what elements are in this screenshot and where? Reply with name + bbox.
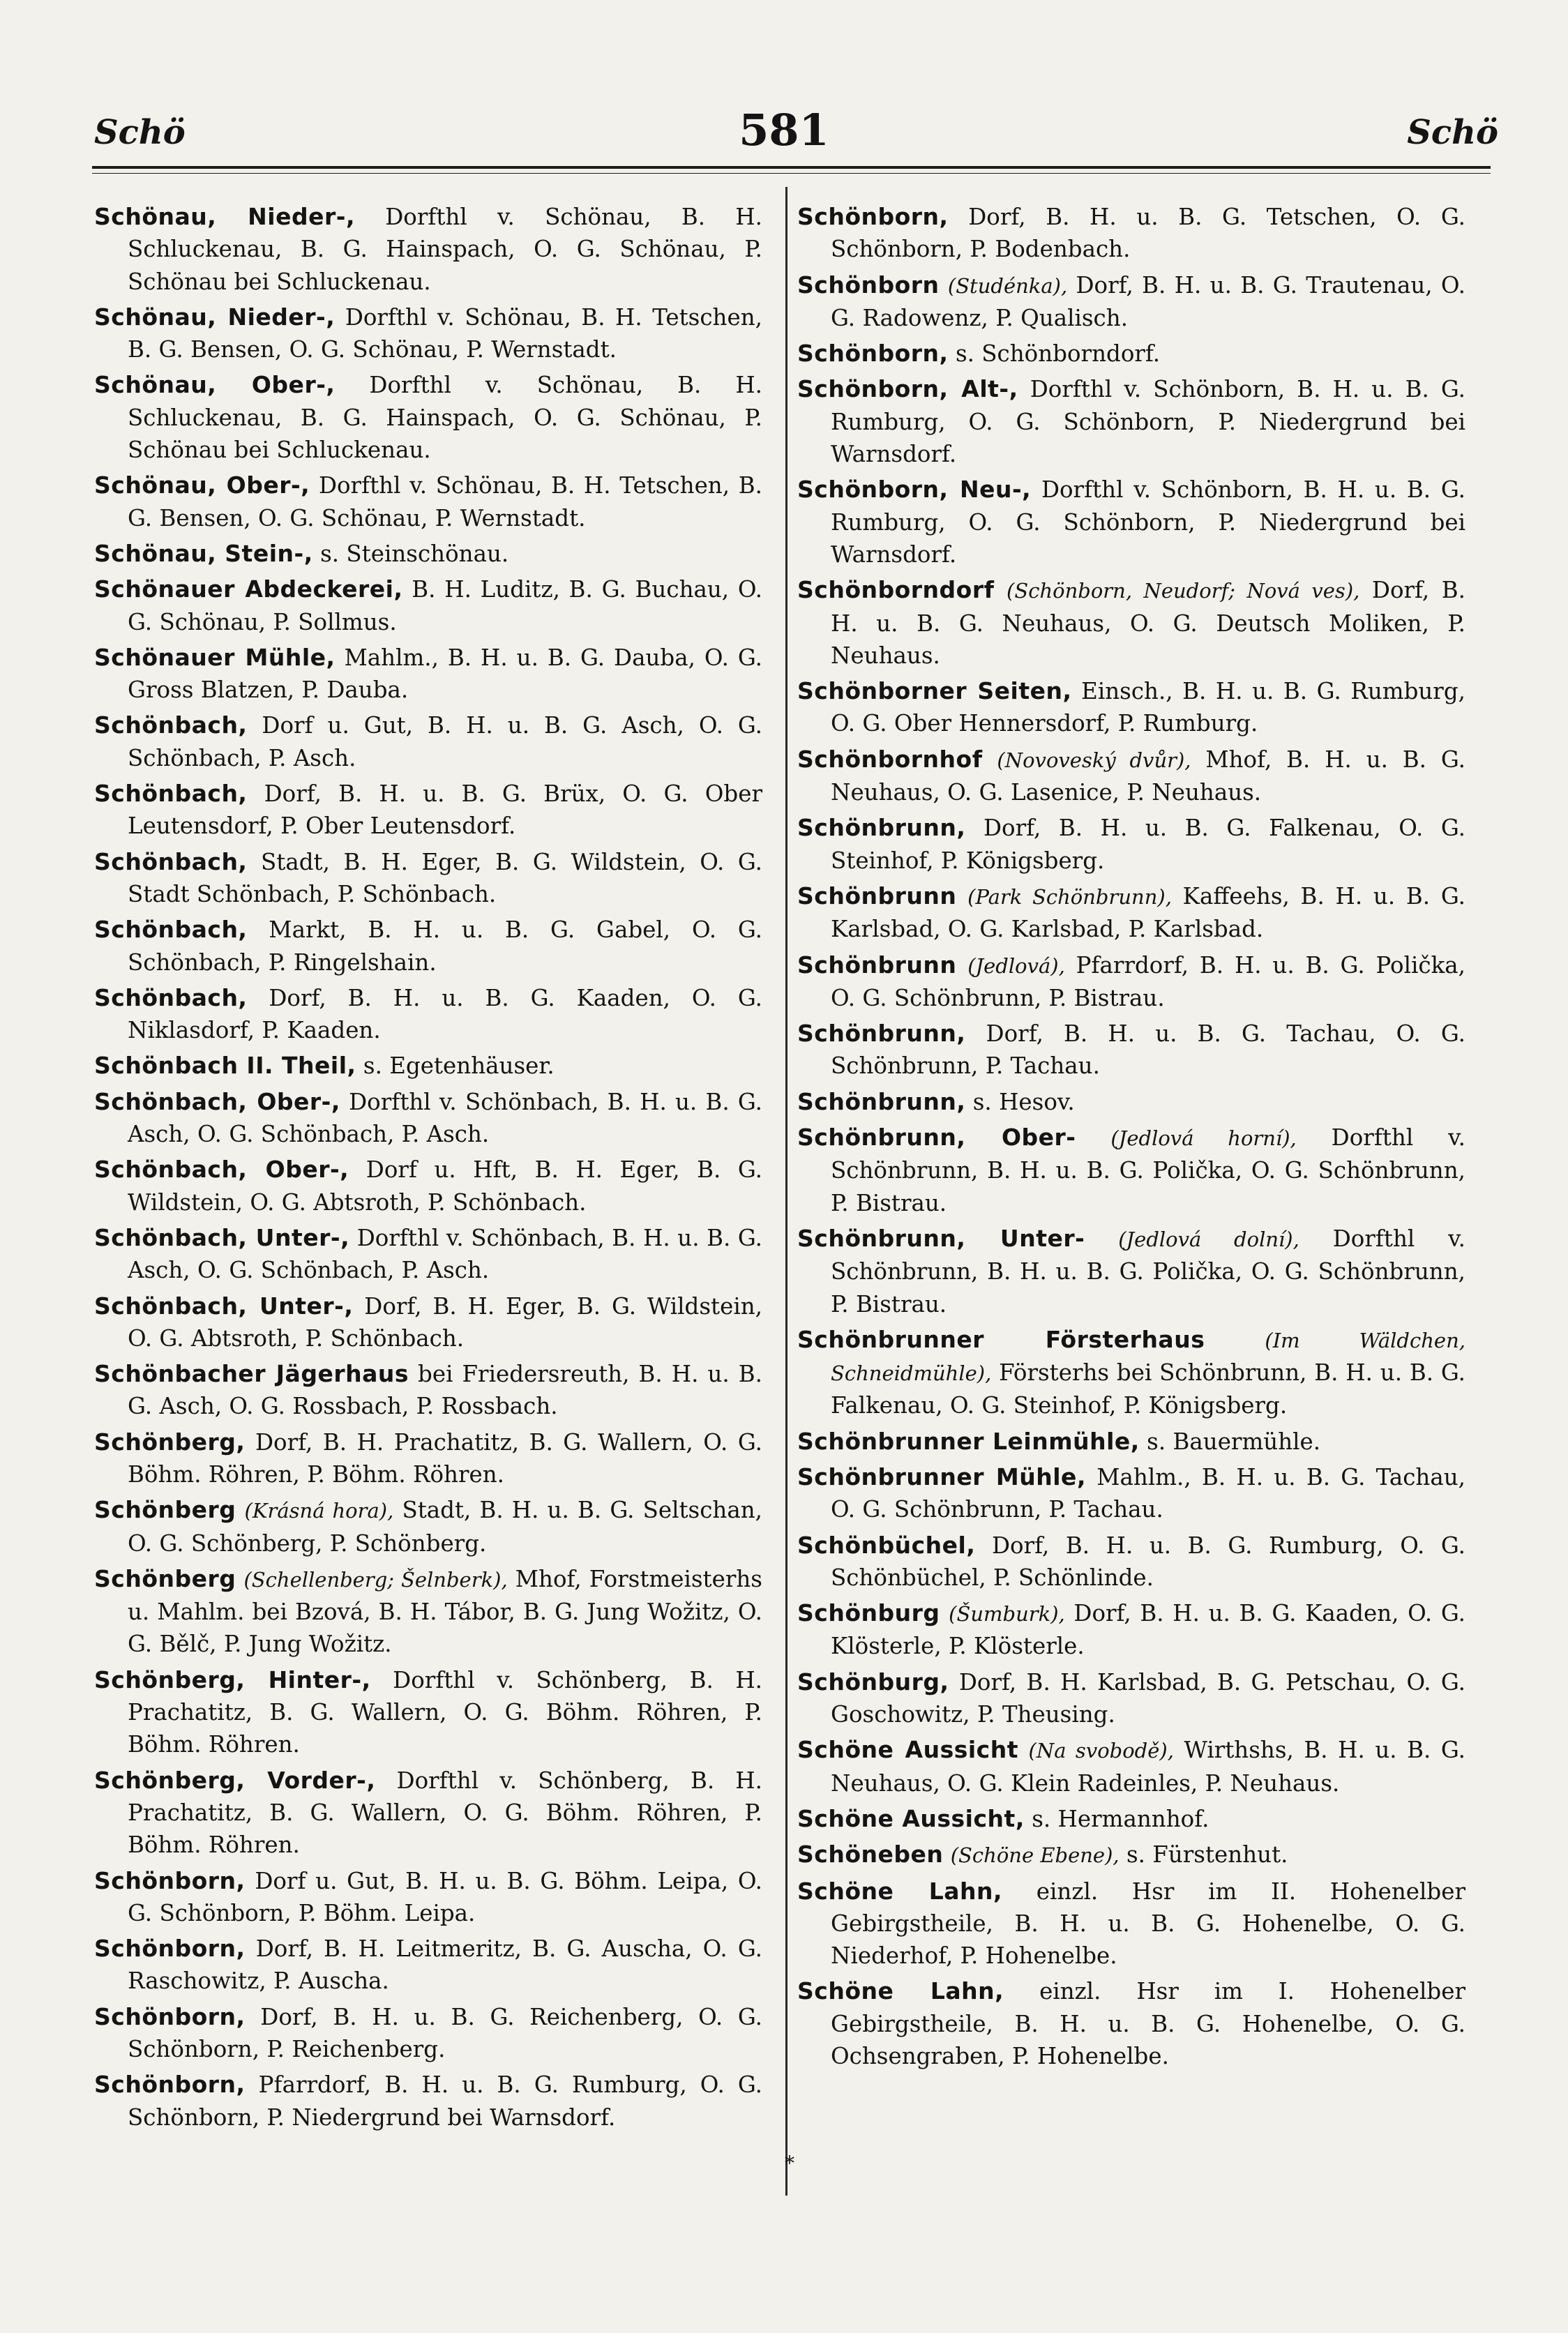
entry-headword: Schönborn, Neu-, [797,476,1032,504]
gazetteer-entry [797,949,1465,1015]
entry-headword: Schöne Aussicht [797,1736,1019,1764]
entry-headword: Schönbrunn [797,951,957,979]
gazetteer-entry [94,1154,762,1218]
entry-description: Dorfthl v. Schönbrunn, B. H. u. B. G. Polička, O. G. Schönbrunn, P. Bistrau. [831,1225,1465,1317]
entry-headword: Schönberg [94,1496,236,1524]
running-head-right: Schö [1407,113,1498,152]
gazetteer-entry [797,1324,1465,1422]
gazetteer-entry [797,269,1465,335]
entry-description: s. Hesov. [972,1088,1075,1115]
entry-description: Dorfthl v. Schönberg, B. H. Prachatitz, B. G. Wallern, O. G. Böhm. Röhren, P. Böhm. Röhren. [128,1666,762,1758]
entry-alt-name: (Im Wäldchen, Schneidmühle), [831,1328,1465,1386]
entry-description: s. Fürstenhut. [1126,1841,1288,1868]
gazetteer-entry [94,538,762,570]
entry-description: Dorf, B. H. u. B. G. Rumburg, O. G. Schönbüchel, P. Schönlinde. [831,1532,1465,1591]
gazetteer-entry [94,642,762,707]
entry-description: Dorf, B. H. u. B. G. Neuhaus, O. G. Deutsch Moliken, P. Neuhaus. [831,577,1465,669]
gazetteer-entry [94,1865,762,1930]
gazetteer-entry [797,1666,1465,1731]
entry-headword: Schönborner Seiten, [797,677,1072,705]
entry-description: Dorf, B. H. u. B. G. Kaaden, O. G. Klösterle, P. Klösterle. [831,1600,1465,1660]
entry-description: einzl. Hsr im II. Hohenelber Gebirgstheile, B. H. u. B. G. Hohenelbe, O. G. Niederhof, P. Hohenelbe. [831,1878,1465,1970]
entry-description: Dorfthl v. Schönbrunn, B. H. u. B. G. Polička, O. G. Schönbrunn, P. Bistrau. [831,1124,1465,1216]
gazetteer-entry [797,1122,1465,1219]
entry-description: s. Hermannhof. [1032,1805,1209,1832]
entry-description: Dorf, B. H. Prachatitz, B. G. Wallern, O. G. Böhm. Röhren, P. Böhm. Röhren. [128,1428,762,1488]
gazetteer-entry [94,778,762,843]
gazetteer-entry [797,812,1465,877]
gazetteer-entry [797,1461,1465,1526]
entry-headword: Schönbach, [94,780,248,808]
gazetteer-entry [94,2069,762,2134]
entry-alt-name: (Schellenberg; Šelnberk), [243,1567,508,1592]
entry-headword: Schönbach, Unter-, [94,1292,354,1320]
entry-headword: Schönau, Nieder-, [94,203,355,230]
entry-headword: Schönbach, Ober-, [94,1156,349,1184]
entry-headword: Schönborn, [94,1866,246,1894]
entry-description: Dorfthl v. Schönberg, B. H. Prachatitz, B. G. Wallern, O. G. Böhm. Röhren, P. Böhm. Röhren. [128,1767,762,1859]
entry-headword: Schönbrunn, Ober- [797,1124,1076,1152]
entry-description: Kaffeehs, B. H. u. B. G. Karlsbad, O. G. Karlsbad, P. Karlsbad. [831,882,1465,943]
gazetteer-entry [94,469,762,534]
entry-description: Dorf, B. H. u. B. G. Kaaden, O. G. Niklasdorf, P. Kaaden. [128,984,762,1044]
gazetteer-entry [797,1426,1465,1458]
entry-headword: Schönau, Nieder-, [94,303,336,331]
entry-alt-name: (Na svobodě), [1028,1739,1174,1763]
header-rule [92,166,1491,169]
gazetteer-entry [94,573,762,638]
gazetteer-entry [94,1765,762,1862]
entry-headword: Schönau, Stein-, [94,539,313,567]
entry-headword: Schönbach, [94,711,248,739]
entry-headword: Schönborn, [94,1935,246,1963]
entry-description: Dorfthl v. Schönau, B. H. Schluckenau, B. G. Hainspach, O. G. Schönau, P. Schönau bei Schluckenau. [128,372,762,464]
entry-headword: Schönberg, [94,1428,246,1456]
gazetteer-entry [94,1664,762,1761]
entry-description: Einsch., B. H. u. B. G. Rumburg, O. G. Ober Hennersdorf, P. Rumburg. [831,678,1465,737]
entry-description: Dorf, B. H. u. B. G. Brüx, O. G. Ober Leutensdorf, P. Ober Leutensdorf. [128,780,762,840]
entry-headword: Schönbornhof [797,745,983,773]
entry-description: Dorf u. Gut, B. H. u. B. G. Böhm. Leipa, O. G. Schönborn, P. Böhm. Leipa. [128,1867,762,1926]
entry-description: s. Bauermühle. [1147,1428,1321,1455]
entry-description: Försterhs bei Schönbrunn, B. H. u. B. G. Falkenau, O. G. Steinhof, P. Königsberg. [831,1359,1465,1419]
entry-headword: Schönbach, [94,983,248,1011]
entry-description: s. Steinschönau. [320,540,509,567]
entry-description: Dorfthl v. Schönborn, B. H. u. B. G. Rumburg, O. G. Schönborn, P. Niedergrund bei Warnsdorf. [831,476,1465,568]
gazetteer-entry [797,1734,1465,1799]
entry-headword: Schönbrunn, Unter- [797,1224,1085,1252]
entry-alt-name: (Park Schönbrunn), [967,884,1172,909]
gazetteer-entry [797,1018,1465,1082]
entry-headword: Schönberg, Vorder-, [94,1766,376,1794]
entry-alt-name: (Studénka), [947,273,1068,298]
entry-headword: Schöne Aussicht, [797,1804,1025,1832]
entry-description: Mhof, Forstmeisterhs u. Mahlm. bei Bzová, B. H. Tábor, B. G. Jung Wožitz, O. G. Bělč, P. Jung Wožitz. [128,1565,762,1658]
gazetteer-entry [94,1358,762,1423]
gazetteer-entry [94,1933,762,1998]
gazetteer-entry [797,1530,1465,1594]
entry-description: Pfarrdorf, B. H. u. B. G. Polička, O. G. Schönbrunn, P. Bistrau. [831,951,1465,1011]
entry-description: bei Friedersreuth, B. H. u. B. G. Asch, O. G. Rossbach, P. Rossbach. [128,1361,762,1420]
gazetteer-entry [94,2001,762,2066]
entry-description: Dorf, B. H. u. B. G. Trautenau, O. G. Radowenz, P. Qualisch. [831,271,1465,331]
entry-headword: Schönbach, Ober-, [94,1087,340,1115]
entry-description: Dorf, B. H. Karlsbad, B. G. Petschau, O. G. Goschowitz, P. Theusing. [831,1668,1465,1728]
entry-description: Mahlm., B. H. u. B. G. Dauba, O. G. Gross Blatzen, P. Dauba. [128,644,762,704]
gazetteer-entry [94,301,762,366]
gazetteer-entry [94,1086,762,1151]
gazetteer-entry [797,338,1465,370]
entry-headword: Schönborn, Alt-, [797,375,1018,403]
gazetteer-entry [797,743,1465,809]
running-head-left: Schö [94,113,186,152]
entry-headword: Schönbrunner Försterhaus [797,1325,1205,1353]
entry-description: Dorf, B. H. Eger, B. G. Wildstein, O. G. Abtsroth, P. Schönbach. [128,1292,762,1352]
entry-headword: Schöne Lahn, [797,1877,1003,1905]
entry-alt-name: (Jedlová dolní), [1118,1227,1299,1251]
entry-description: Stadt, B. H. u. B. G. Seltschan, O. G. Schönberg, P. Schönberg. [128,1497,762,1557]
entry-alt-name: (Jedlová), [967,953,1065,978]
entry-headword: Schöneben [797,1841,944,1868]
entry-headword: Schönbrunner Mühle, [797,1463,1086,1490]
page-header [0,105,1568,167]
entry-description: Dorf u. Gut, B. H. u. B. G. Asch, O. G. Schönbach, P. Asch. [128,712,762,771]
entry-headword: Schönau, Ober-, [94,371,336,399]
entry-description: Mahlm., B. H. u. B. G. Tachau, O. G. Schönbrunn, P. Tachau. [831,1463,1465,1523]
entry-headword: Schönberg [94,1564,236,1592]
entry-headword: Schönborn [797,271,940,299]
gazetteer-entry [94,1563,762,1661]
entry-alt-name: (Jedlová horní), [1110,1126,1297,1151]
entry-headword: Schönbrunn [797,882,957,909]
entry-headword: Schönbrunner Leinmühle, [797,1427,1140,1455]
gazetteer-entry [797,1875,1465,1972]
gazetteer-entry [797,1975,1465,2072]
entry-alt-name: (Schöne Ebene), [950,1843,1120,1868]
entry-headword: Schönborndorf [797,576,995,604]
left-column [94,201,762,2137]
gazetteer-entry [797,1839,1465,1871]
gazetteer-entry [94,846,762,911]
entry-description: Pfarrdorf, B. H. u. B. G. Rumburg, O. G. Schönborn, P. Niedergrund bei Warnsdorf. [128,2071,762,2131]
entry-description: Mhof, B. H. u. B. G. Neuhaus, O. G. Lasenice, P. Neuhaus. [831,746,1465,806]
entry-headword: Schönburg, [797,1668,949,1696]
entry-description: Dorfthl v. Schönau, B. H. Schluckenau, B. G. Hainspach, O. G. Schönau, P. Schönau bei Schluckenau. [128,204,762,295]
entry-description: s. Schönborndorf. [955,340,1161,368]
entry-headword: Schönbach, [94,916,248,944]
entry-headword: Schönbacher Jägerhaus [94,1360,409,1388]
entry-headword: Schönau, Ober-, [94,471,310,499]
entry-description: Dorfthl v. Schönbach, B. H. u. B. G. Asch, O. G. Schönbach, P. Asch. [128,1224,762,1284]
entry-description: Wirthshs, B. H. u. B. G. Neuhaus, O. G. Klein Radeinles, P. Neuhaus. [831,1737,1465,1797]
entry-description: Dorf, B. H. u. B. G. Tachau, O. G. Schönbrunn, P. Tachau. [831,1020,1465,1080]
gazetteer-entry [94,982,762,1047]
gazetteer-entry [797,1803,1465,1835]
gazetteer-entry [797,574,1465,672]
page-number: 581 [739,105,829,156]
entry-headword: Schönborn, [797,203,949,230]
entry-description: Dorf, B. H. u. B. G. Reichenberg, O. G. Schönborn, P. Reichenberg. [128,2003,762,2063]
entry-description: Dorfthl v. Schönbach, B. H. u. B. G. Asch, O. G. Schönbach, P. Asch. [128,1088,763,1148]
entry-description: Dorfthl v. Schönau, B. H. Tetschen, B. G. Bensen, O. G. Schönau, P. Wernstadt. [128,303,762,363]
gazetteer-entry [797,880,1465,946]
entry-alt-name: (Schönborn, Neudorf; Nová ves), [1007,579,1360,603]
entry-headword: Schönauer Mühle, [94,643,336,671]
entry-headword: Schönbach, [94,847,248,875]
entry-description: Markt, B. H. u. B. G. Gabel, O. G. Schönbach, P. Ringelshain. [128,916,762,976]
entry-headword: Schönborn, [94,2002,246,2030]
entry-alt-name: (Šumburk), [949,1602,1065,1626]
entry-headword: Schönbrunn, [797,1087,966,1115]
entry-alt-name: (Novoveský dvůr), [997,748,1191,772]
gazetteer-entry [797,675,1465,740]
gazetteer-entry [94,201,762,298]
entry-description: Stadt, B. H. Eger, B. G. Wildstein, O. G. Stadt Schönbach, P. Schönbach. [128,848,762,907]
entry-description: einzl. Hsr im I. Hohenelber Gebirgstheile, B. H. u. B. G. Hohenelbe, O. G. Ochsengraben, P. Hohenelbe. [831,1978,1465,2070]
entry-headword: Schönborn, [797,340,949,368]
gazetteer-entry [797,474,1465,571]
entry-headword: Schönauer Abdeckerei, [94,575,403,603]
entry-headword: Schönberg, Hinter-, [94,1666,371,1693]
entry-headword: Schönbüchel, [797,1531,976,1559]
gazetteer-entry [797,1086,1465,1118]
entry-description: s. Egetenhäuser. [363,1052,555,1080]
gazetteer-entry [797,373,1465,470]
entry-description: Dorf, B. H. u. B. G. Falkenau, O. G. Steinhof, P. Königsberg. [831,815,1465,874]
entry-headword: Schönbach II. Theil, [94,1052,356,1080]
gazetteer-entry [94,369,762,466]
gazetteer-entry [797,201,1465,266]
column-divider [785,187,787,2196]
gazetteer-entry [797,1597,1465,1663]
footer-mark: * [785,2152,794,2175]
entry-description: Dorfthl v. Schönau, B. H. Tetschen, B. G. Bensen, O. G. Schönau, P. Wernstadt. [128,472,762,531]
header-rule-thin [92,173,1491,174]
entry-headword: Schönbrunn, [797,814,966,842]
gazetteer-entry [94,914,762,979]
entry-description: Dorf, B. H. Leitmeritz, B. G. Auscha, O. G. Raschowitz, P. Auscha. [128,1935,762,1995]
gazetteer-entry [94,1426,762,1491]
entry-headword: Schönburg [797,1599,940,1627]
entry-description: Dorf, B. H. u. B. G. Tetschen, O. G. Schönborn, P. Bodenbach. [831,204,1465,263]
gazetteer-entry [94,1290,762,1355]
entry-description: Dorf u. Hft, B. H. Eger, B. G. Wildstein, O. G. Abtsroth, P. Schönbach. [128,1156,762,1216]
right-column [797,201,1465,2076]
gazetteer-entry [94,709,762,774]
gazetteer-entry [94,1222,762,1287]
entry-headword: Schönbrunn, [797,1020,966,1048]
entry-description: Dorfthl v. Schönborn, B. H. u. B. G. Rumburg, O. G. Schönborn, P. Niedergrund bei Warnsdorf. [831,376,1465,468]
entry-description: B. H. Luditz, B. G. Buchau, O. G. Schönau, P. Sollmus. [128,576,762,635]
gazetteer-entry [797,1223,1465,1320]
entry-alt-name: (Krásná hora), [244,1499,394,1523]
entry-headword: Schönbach, Unter-, [94,1223,350,1251]
gazetteer-entry [94,1494,762,1560]
entry-headword: Schöne Lahn, [797,1977,1004,2005]
entry-headword: Schönborn, [94,2071,246,2099]
gazetteer-entry [94,1050,762,1082]
